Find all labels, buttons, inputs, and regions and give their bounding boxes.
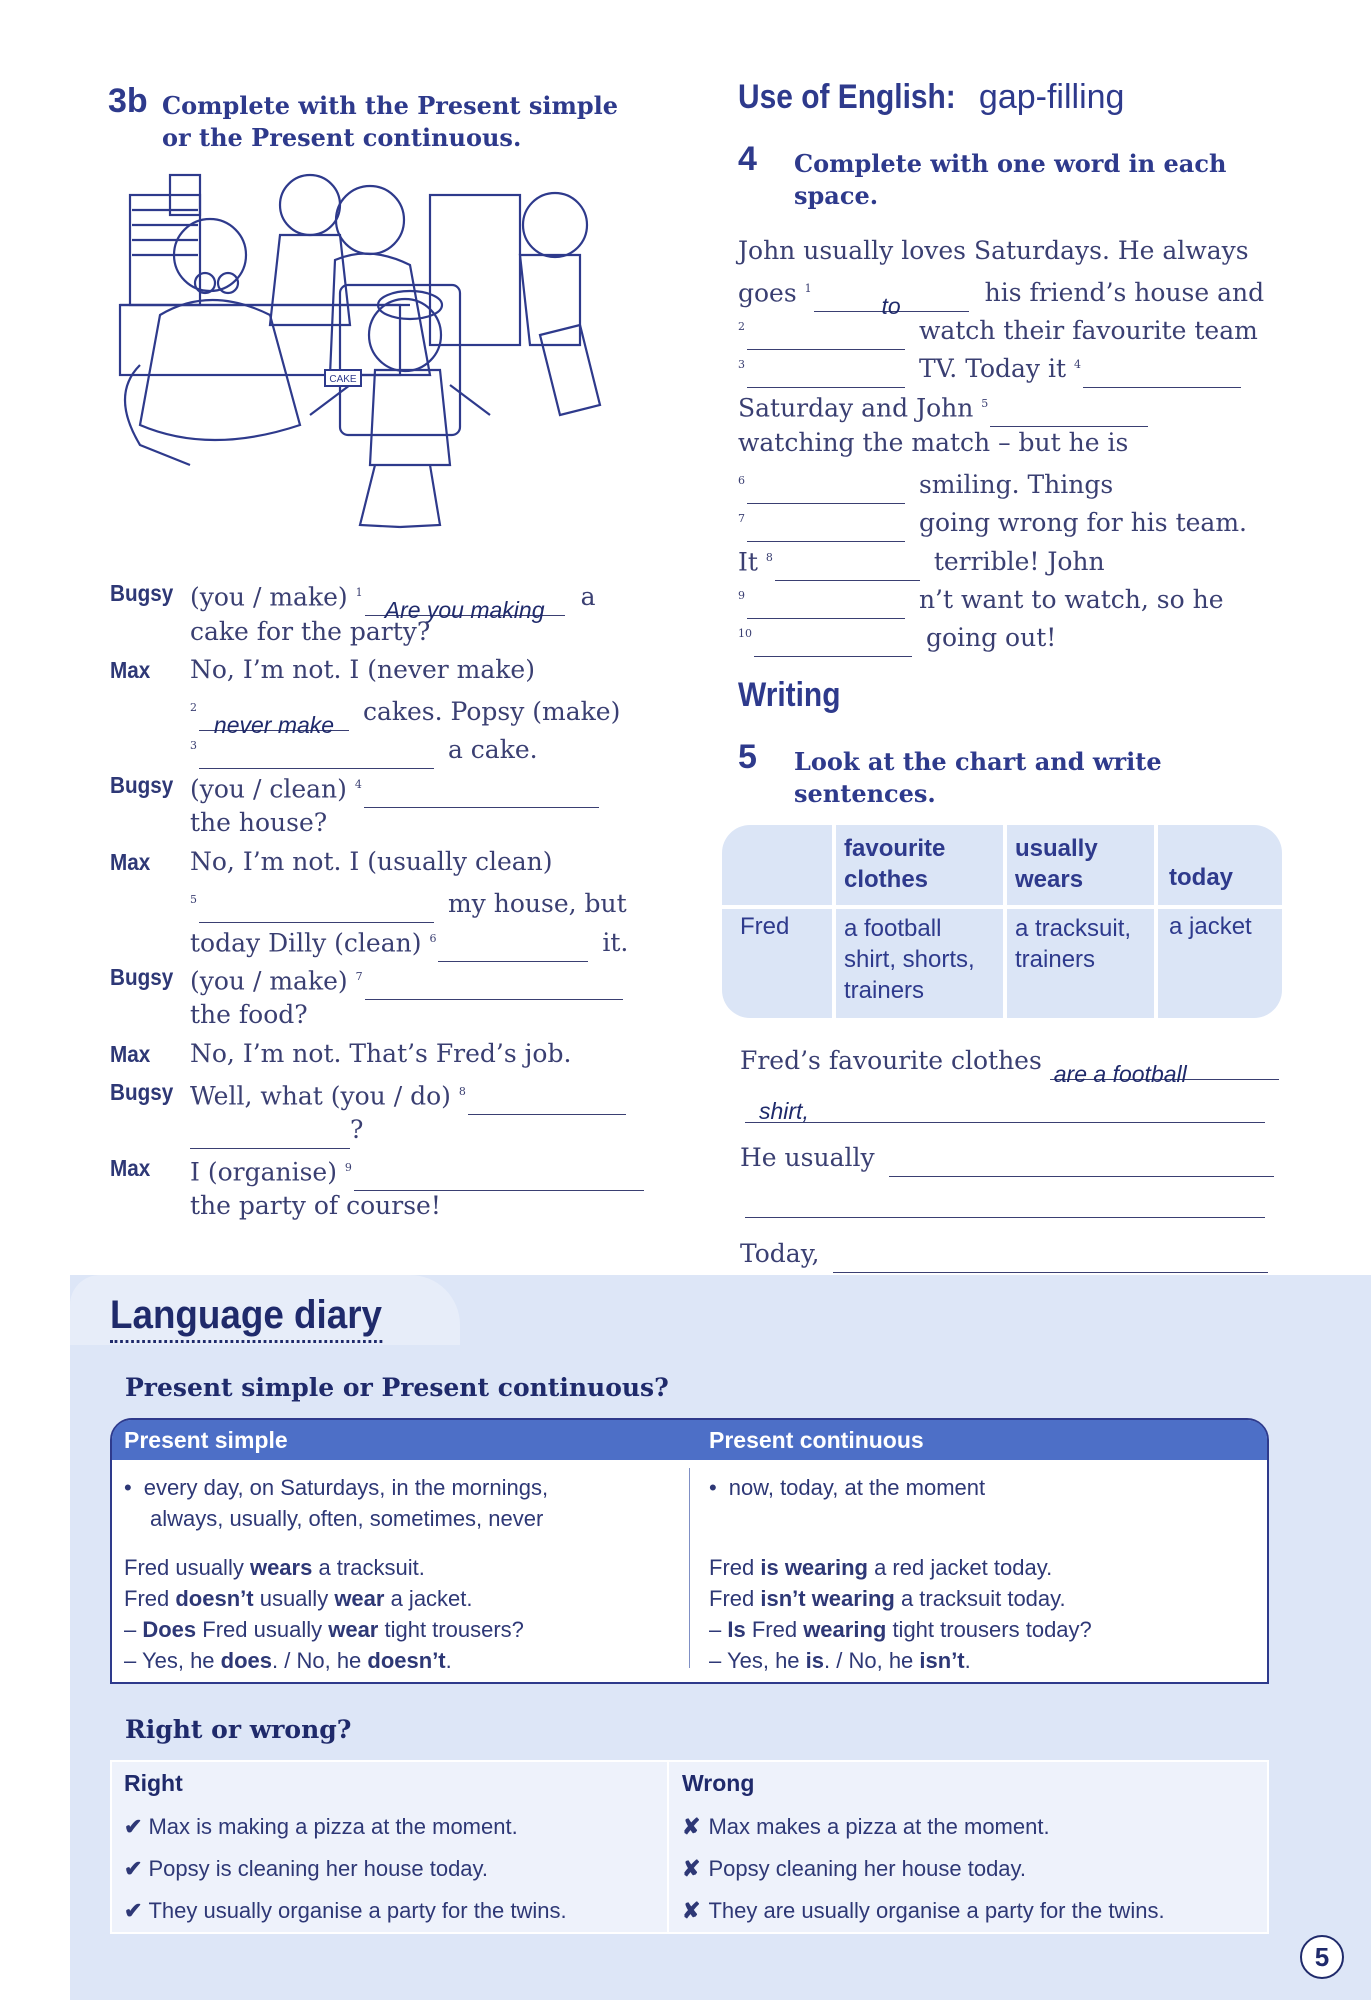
- ps-time-expressions: • every day, on Saturdays, in the mornings, always, usually, often, sometimes, never: [124, 1475, 549, 1531]
- dialogue-line: the house?: [190, 808, 328, 837]
- dialogue-line: cake for the party?: [190, 617, 431, 646]
- cake-box-label: CAKE: [329, 374, 357, 385]
- answer-blank[interactable]: are a football: [1050, 1055, 1279, 1080]
- dialogue-line: Well, what (you / do) $^8$: [190, 1073, 626, 1115]
- use-of-english-title: Use of English: gap-filling: [738, 78, 1125, 116]
- pc-examples: Fred is wearing a red jacket today. Fred isn’t wearing a tracksuit today. – Is Fred wearing tight trousers today? – Yes, he is. / No, he isn’t.: [709, 1555, 1092, 1673]
- dialogue-line: the food?: [190, 1000, 308, 1029]
- wrong-column-heading: Wrong: [682, 1770, 755, 1796]
- dialogue-line: $^3$ a cake.: [190, 727, 538, 769]
- pc-time-expressions: • now, today, at the moment: [709, 1475, 986, 1500]
- grammar-table: [110, 1418, 1269, 1684]
- language-diary: [70, 1275, 1371, 2000]
- right-example: ✔ Popsy is cleaning her house today.: [124, 1856, 489, 1881]
- gap-text-line: goes $^1$to his friend’s house and: [738, 278, 1265, 320]
- ex4-number: 4: [738, 140, 757, 178]
- writing-blank-line[interactable]: [745, 1193, 1265, 1218]
- page-number: 5: [1300, 1935, 1344, 1979]
- gap-text-line: It $^8$ terrible! John: [738, 539, 1105, 581]
- gap-text-line: John usually loves Saturdays. He always: [738, 236, 1249, 265]
- diary-question-1: Present simple or Present continuous?: [125, 1373, 669, 1402]
- dialogue-line: today Dilly (clean) $^6$ it.: [190, 920, 628, 962]
- writing-line: Today,: [740, 1235, 1268, 1273]
- cross-icon: ✘: [682, 1898, 701, 1923]
- chart-cell-today: a jacket: [1169, 913, 1252, 940]
- ex5-number: 5: [738, 738, 757, 776]
- right-example: ✔ They usually organise a party for the twins.: [124, 1898, 567, 1923]
- answer-blank[interactable]: [889, 1152, 1274, 1177]
- answer-blank[interactable]: never make: [199, 706, 349, 731]
- gap-text-line: $^2$ watch their favourite team: [738, 308, 1258, 350]
- answer-blank[interactable]: [364, 783, 599, 808]
- right-column-heading: Right: [124, 1770, 183, 1796]
- speaker-bugsy: Bugsy: [110, 964, 174, 990]
- ex5-instruction: Look at the chart and write sentences.: [794, 747, 1162, 808]
- gap-text-line: $^9$ n’t want to watch, so he: [738, 577, 1224, 619]
- dialogue-line: (you / make) $^1$Are you making a: [190, 582, 596, 624]
- answer-blank[interactable]: [468, 1090, 626, 1115]
- speaker-bugsy: Bugsy: [110, 1079, 174, 1105]
- chart-header-clothes: favourite clothes: [844, 835, 946, 893]
- ex4-instruction: Complete with one word in each space.: [794, 149, 1227, 210]
- wrong-examples: [682, 1806, 1165, 1932]
- gap-text-line: $^{10}$ going out!: [738, 615, 1056, 657]
- chart-cell-clothes: a football shirt, shorts, trainers: [844, 915, 975, 1004]
- right-examples: [124, 1806, 567, 1932]
- cross-icon: ✘: [682, 1814, 701, 1839]
- gap-text-line: Saturday and John $^5$: [738, 385, 1148, 427]
- dialogue-line: (you / clean) $^4$: [190, 766, 599, 808]
- chart-row-name: Fred: [740, 913, 790, 940]
- diary-title: Language diary: [110, 1293, 382, 1343]
- speaker-max: Max: [110, 849, 151, 875]
- speaker-max: Max: [110, 1041, 151, 1067]
- wrong-example: ✘ Max makes a pizza at the moment.: [682, 1814, 1050, 1839]
- dialogue-line: No, I’m not. That’s Fred’s job.: [190, 1039, 572, 1068]
- wrong-example: ✘ Popsy cleaning her house today.: [682, 1856, 1027, 1881]
- dialogue-line: the party of course!: [190, 1191, 441, 1220]
- speaker-bugsy: Bugsy: [110, 772, 174, 798]
- gap-text-line: $^7$ going wrong for his team.: [738, 500, 1247, 542]
- writing-title: Writing: [738, 676, 841, 714]
- header-present-simple: Present simple: [124, 1427, 288, 1453]
- writing-line: Fred’s favourite clothes are a football: [740, 1042, 1279, 1080]
- ex3b-number: 3b: [108, 82, 148, 120]
- speaker-bugsy: Bugsy: [110, 580, 174, 606]
- dialogue-line: I (organise) $^9$: [190, 1149, 644, 1191]
- chart-cell-usually: a tracksuit, trainers: [1015, 915, 1132, 973]
- answer-blank[interactable]: to: [814, 287, 969, 312]
- gap-text-line: watching the match – but he is: [738, 428, 1129, 457]
- dialogue-line: (you / make) $^7$: [190, 958, 623, 1000]
- writing-blank-line[interactable]: shirt,: [745, 1098, 1265, 1123]
- right-wrong-table: [110, 1760, 1269, 1934]
- clothes-chart: [722, 825, 1282, 1018]
- speaker-max: Max: [110, 657, 151, 683]
- gap-text-line: $^3$ TV. Today it $^4$: [738, 346, 1241, 388]
- check-icon: ✔: [124, 1898, 143, 1923]
- wrong-example: ✘ They are usually organise a party for the twins.: [682, 1898, 1165, 1923]
- dialogue-line: No, I’m not. I (usually clean): [190, 847, 553, 876]
- gap-text-line: $^6$ smiling. Things: [738, 462, 1113, 504]
- answer-blank[interactable]: [190, 1124, 350, 1149]
- header-present-continuous: Present continuous: [709, 1427, 924, 1453]
- chart-header-today: today: [1169, 864, 1234, 891]
- check-icon: ✔: [124, 1856, 143, 1881]
- answer-blank[interactable]: Are you making: [365, 591, 565, 616]
- check-icon: ✔: [124, 1814, 143, 1839]
- dialogue-line: No, I’m not. I (never make): [190, 655, 535, 684]
- chart-header-usually: usually wears: [1015, 835, 1098, 893]
- dialogue-line: ?: [190, 1111, 363, 1149]
- cross-icon: ✘: [682, 1856, 701, 1881]
- writing-line: He usually: [740, 1139, 1274, 1177]
- ex3b-instruction: Complete with the Present simple or the Present continuous.: [162, 91, 619, 152]
- dialogue-line: $^2$never make cakes. Popsy (make): [190, 697, 621, 739]
- diary-question-2: Right or wrong?: [125, 1715, 352, 1744]
- answer-blank[interactable]: [833, 1248, 1268, 1273]
- family-kitchen-illustration: [110, 165, 630, 555]
- speaker-max: Max: [110, 1155, 151, 1181]
- answer-blank[interactable]: [365, 975, 623, 1000]
- right-example: ✔ Max is making a pizza at the moment.: [124, 1814, 518, 1839]
- dialogue-line: $^5$ my house, but: [190, 881, 627, 923]
- answer-blank[interactable]: [754, 632, 912, 657]
- ps-examples: Fred usually wears a tracksuit. Fred doesn’t usually wear a jacket. – Does Fred usually wear tight trousers? – Yes, he does. / No, he doesn’t.: [124, 1555, 524, 1673]
